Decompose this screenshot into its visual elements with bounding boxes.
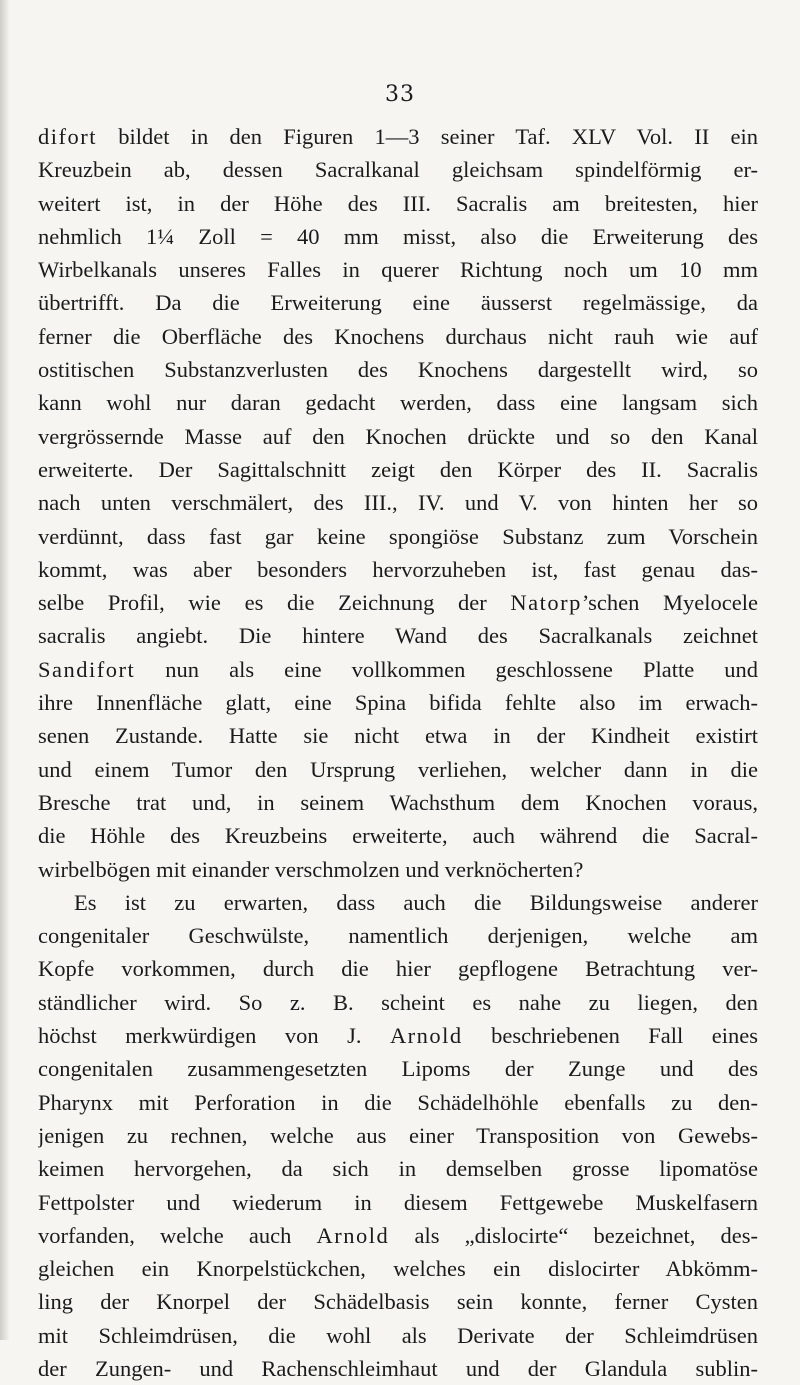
text-segment: ling der Knorpel der Schädelbasis sein konnte, ferner Cysten	[38, 1289, 758, 1315]
text-line	[38, 586, 758, 619]
page-edge-shadow	[0, 0, 10, 1340]
text-segment: senen Zustande. Hatte sie nicht etwa in der Kindheit existirt	[38, 723, 758, 749]
text-segment: nehmlich 1¼ Zoll = 40 mm misst, also die Erweiterung des	[38, 223, 758, 249]
text-line	[38, 1219, 758, 1252]
text-segment: die Höhle des Kreuzbeins erweiterte, auch während die Sacral-	[38, 823, 758, 849]
text-segment: Bresche trat und, in seinem Wachsthum dem Knochen voraus,	[38, 789, 758, 815]
text-segment: ’schen Myelocele	[581, 590, 758, 616]
text-line	[38, 1319, 758, 1352]
text-segment: nun als eine vollkommen geschlossene Platte und	[135, 656, 758, 682]
text-segment: kommt, was aber besonders hervorzuheben ist, fast genau das-	[38, 556, 758, 582]
page-number: 33	[385, 82, 415, 107]
spaced-name: Arnold	[389, 1023, 463, 1049]
text-line	[38, 1186, 758, 1219]
text-line	[38, 886, 758, 919]
text-line	[38, 520, 758, 553]
text-segment: Kopfe vorkommen, durch die hier gepflogene Betrachtung ver-	[38, 956, 758, 982]
text-segment: congenitaler Geschwülste, namentlich derjenigen, welche am	[38, 923, 758, 949]
text-segment: erweiterte. Der Sagittalschnitt zeigt den Körper des II. Sacralis	[38, 456, 758, 482]
text-line	[38, 952, 758, 985]
text-segment: vorfanden, welche auch	[38, 1222, 317, 1248]
text-segment: vergrössernde Masse auf den Knochen drückte und so den Kanal	[38, 423, 758, 449]
spaced-name: Arnold	[316, 1222, 390, 1248]
text-segment: congenitalen zusammengesetzten Lipoms der Zunge und des	[38, 1056, 758, 1082]
text-segment: ihre Innenfläche glatt, eine Spina bifida fehlte also im erwach-	[38, 690, 758, 716]
text-segment: Fettpolster und wiederum in diesem Fettgewebe Muskelfasern	[38, 1189, 758, 1215]
text-line	[38, 1285, 758, 1318]
text-line	[38, 1019, 758, 1052]
text-segment: Kreuzbein ab, dessen Sacralkanal gleichsam spindelförmig er-	[38, 157, 758, 183]
text-line	[38, 819, 758, 852]
text-segment: jenigen zu rechnen, welche aus einer Transposition von Gewebs-	[38, 1122, 758, 1148]
text-segment: ferner die Oberfläche des Knochens durchaus nicht rauh wie auf	[38, 323, 758, 349]
text-line	[38, 286, 758, 319]
text-line	[38, 786, 758, 819]
spaced-name: Sandifort	[38, 656, 136, 682]
text-line	[38, 453, 758, 486]
text-line	[38, 753, 758, 786]
text-segment: Wirbelkanals unseres Falles in querer Richtung noch um 10 mm	[38, 257, 758, 283]
text-line	[38, 353, 758, 386]
text-segment: kann wohl nur daran gedacht werden, dass eine langsam sich	[38, 390, 758, 416]
text-line	[38, 220, 758, 253]
body-text	[38, 120, 758, 1385]
text-segment: keimen hervorgehen, da sich in demselben grosse lipomatöse	[38, 1156, 758, 1182]
text-segment: wirbelbögen mit einander verschmolzen und verknöcherten?	[38, 856, 584, 882]
text-line	[38, 719, 758, 752]
text-line	[38, 653, 758, 686]
text-segment: Pharynx mit Perforation in die Schädelhöhle ebenfalls zu den-	[38, 1089, 758, 1115]
text-segment: Es ist zu erwarten, dass auch die Bildungsweise anderer	[74, 889, 758, 915]
text-line	[38, 919, 758, 952]
text-line	[38, 486, 758, 519]
text-line	[38, 253, 758, 286]
text-line	[38, 153, 758, 186]
spaced-name: Natorp	[510, 590, 582, 616]
text-line	[38, 120, 758, 153]
text-segment: ostitischen Substanzverlusten des Knochens dargestellt wird, so	[38, 357, 758, 383]
text-line	[38, 187, 758, 220]
text-line	[38, 1352, 758, 1385]
text-segment: nach unten verschmälert, des III., IV. und V. von hinten her so	[38, 490, 758, 516]
text-line	[38, 420, 758, 453]
text-line	[38, 1086, 758, 1119]
text-line	[38, 1052, 758, 1085]
paragraph	[38, 120, 758, 886]
text-segment: weitert ist, in der Höhe des III. Sacralis am breitesten, hier	[38, 190, 758, 216]
text-line	[38, 686, 758, 719]
text-line	[38, 619, 758, 652]
text-segment: gleichen ein Knorpelstückchen, welches ein dislocirter Abkömm-	[38, 1256, 758, 1282]
text-segment: beschriebenen Fall eines	[462, 1023, 758, 1049]
text-segment: selbe Profil, wie es die Zeichnung der	[38, 590, 511, 616]
text-segment: übertrifft. Da die Erweiterung eine äusserst regelmässige, da	[38, 290, 758, 316]
text-segment: bildet in den Figuren 1—3 seiner Taf. XLV Vol. II ein	[97, 124, 758, 149]
text-line	[38, 320, 758, 353]
text-line	[38, 1252, 758, 1285]
text-segment: sacralis angiebt. Die hintere Wand des Sacralkanals zeichnet	[38, 623, 758, 649]
text-segment: ständlicher wird. So z. B. scheint es nahe zu liegen, den	[38, 989, 758, 1015]
text-line	[38, 1152, 758, 1185]
text-segment: höchst merkwürdigen von J.	[38, 1023, 390, 1049]
spaced-name: difort	[38, 124, 97, 149]
text-line	[38, 986, 758, 1019]
text-segment: und einem Tumor den Ursprung verliehen, welcher dann in die	[38, 756, 758, 782]
text-line	[38, 1119, 758, 1152]
text-segment: mit Schleimdrüsen, die wohl als Derivate der Schleimdrüsen	[38, 1322, 758, 1348]
text-line	[38, 386, 758, 419]
text-segment: verdünnt, dass fast gar keine spongiöse Substanz zum Vorschein	[38, 523, 758, 549]
text-segment: als „dislocirte“ bezeichnet, des-	[389, 1222, 758, 1248]
paragraph	[38, 886, 758, 1385]
text-line	[38, 853, 758, 886]
text-segment: der Zungen- und Rachenschleimhaut und der Glandula sublin-	[38, 1355, 758, 1381]
text-line	[38, 553, 758, 586]
